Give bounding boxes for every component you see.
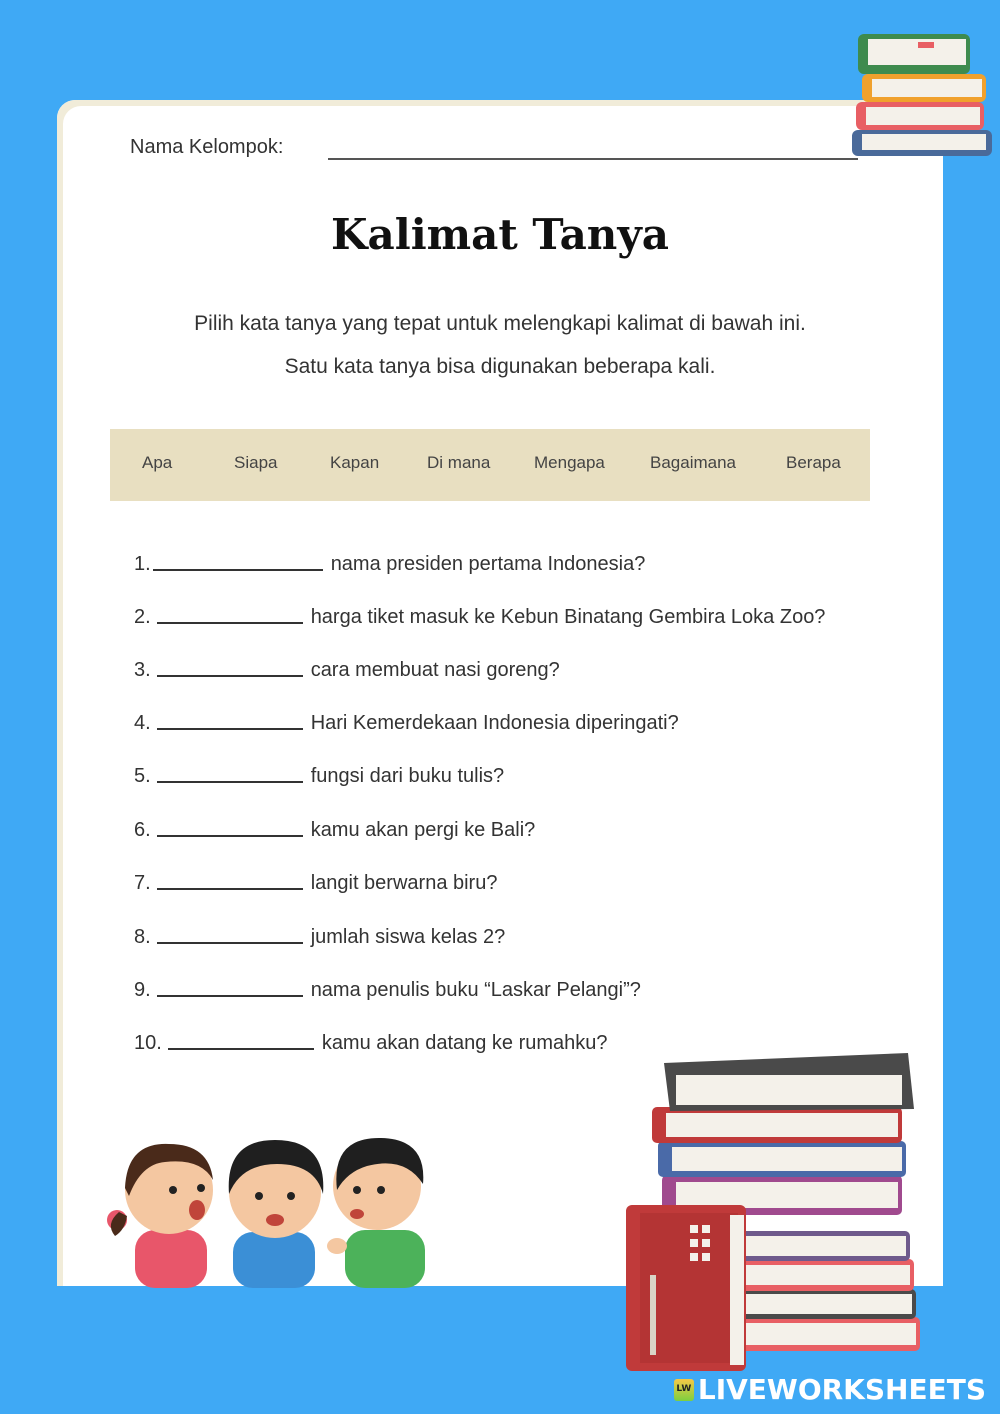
answer-blank-1[interactable] xyxy=(153,569,323,571)
question-text: cara membuat nasi goreng? xyxy=(310,659,560,681)
answer-blank-4[interactable] xyxy=(157,728,303,730)
word-bank-item-di-mana: Di mana xyxy=(427,453,491,472)
word-bank-item-apa: Apa xyxy=(142,453,173,472)
group-name-input-line[interactable] xyxy=(328,158,858,160)
answer-blank-10[interactable] xyxy=(168,1048,314,1050)
liveworksheets-logo-text: LIVEWORKSHEETS xyxy=(697,1373,986,1406)
question-number: 3. xyxy=(134,659,151,681)
question-5 xyxy=(134,765,504,788)
book-stack-small-icon xyxy=(848,24,998,169)
question-8 xyxy=(134,926,505,949)
question-1 xyxy=(134,553,645,576)
word-bank-item-bagaimana: Bagaimana xyxy=(650,453,737,472)
question-text: nama penulis buku “Laskar Pelangi”? xyxy=(310,979,641,1001)
answer-blank-5[interactable] xyxy=(157,781,303,783)
question-number: 10. xyxy=(134,1032,162,1054)
question-text: Hari Kemerdekaan Indonesia diperingati? xyxy=(310,712,679,734)
question-number: 6. xyxy=(134,819,151,841)
answer-blank-7[interactable] xyxy=(157,888,303,890)
question-text: langit berwarna biru? xyxy=(310,872,498,894)
question-4 xyxy=(134,712,679,735)
word-bank-item-siapa: Siapa xyxy=(234,453,278,472)
question-number: 1. xyxy=(134,553,151,575)
answer-blank-6[interactable] xyxy=(157,835,303,837)
answer-blank-9[interactable] xyxy=(157,995,303,997)
page-title: Kalimat Tanya xyxy=(331,210,669,259)
question-text: nama presiden pertama Indonesia? xyxy=(330,553,646,575)
question-number: 2. xyxy=(134,606,151,628)
question-6 xyxy=(134,819,535,842)
question-number: 5. xyxy=(134,765,151,787)
question-number: 4. xyxy=(134,712,151,734)
word-bank xyxy=(110,429,870,501)
answer-blank-3[interactable] xyxy=(157,675,303,677)
question-text: kamu akan datang ke rumahku? xyxy=(321,1032,608,1054)
question-text: jumlah siswa kelas 2? xyxy=(310,926,506,948)
question-7 xyxy=(134,872,497,895)
group-name-label: Nama Kelompok: xyxy=(130,136,284,158)
question-number: 9. xyxy=(134,979,151,1001)
liveworksheets-logo-icon: LW xyxy=(674,1379,694,1401)
question-9 xyxy=(134,979,641,1002)
question-number: 8. xyxy=(134,926,151,948)
answer-blank-2[interactable] xyxy=(157,622,303,624)
question-text: fungsi dari buku tulis? xyxy=(310,765,505,787)
instruction-line-2: Satu kata tanya bisa digunakan beberapa kali. xyxy=(284,355,716,378)
word-bank-item-kapan: Kapan xyxy=(330,453,380,472)
question-number: 7. xyxy=(134,872,151,894)
liveworksheets-logo xyxy=(674,1373,986,1406)
instruction-line-1: Pilih kata tanya yang tepat untuk melengkapi kalimat di bawah ini. xyxy=(194,312,806,335)
word-bank-item-mengapa: Mengapa xyxy=(534,453,605,472)
question-2 xyxy=(134,606,825,629)
question-text: kamu akan pergi ke Bali? xyxy=(310,819,536,841)
question-3 xyxy=(134,659,560,682)
book-stack-large-icon xyxy=(610,1045,925,1375)
answer-blank-8[interactable] xyxy=(157,942,303,944)
children-talking-illustration xyxy=(105,1120,435,1288)
word-bank-item-berapa: Berapa xyxy=(786,453,841,472)
group-name-row xyxy=(130,136,870,166)
question-10 xyxy=(134,1032,608,1055)
question-text: harga tiket masuk ke Kebun Binatang Gembira Loka Zoo? xyxy=(310,606,826,628)
